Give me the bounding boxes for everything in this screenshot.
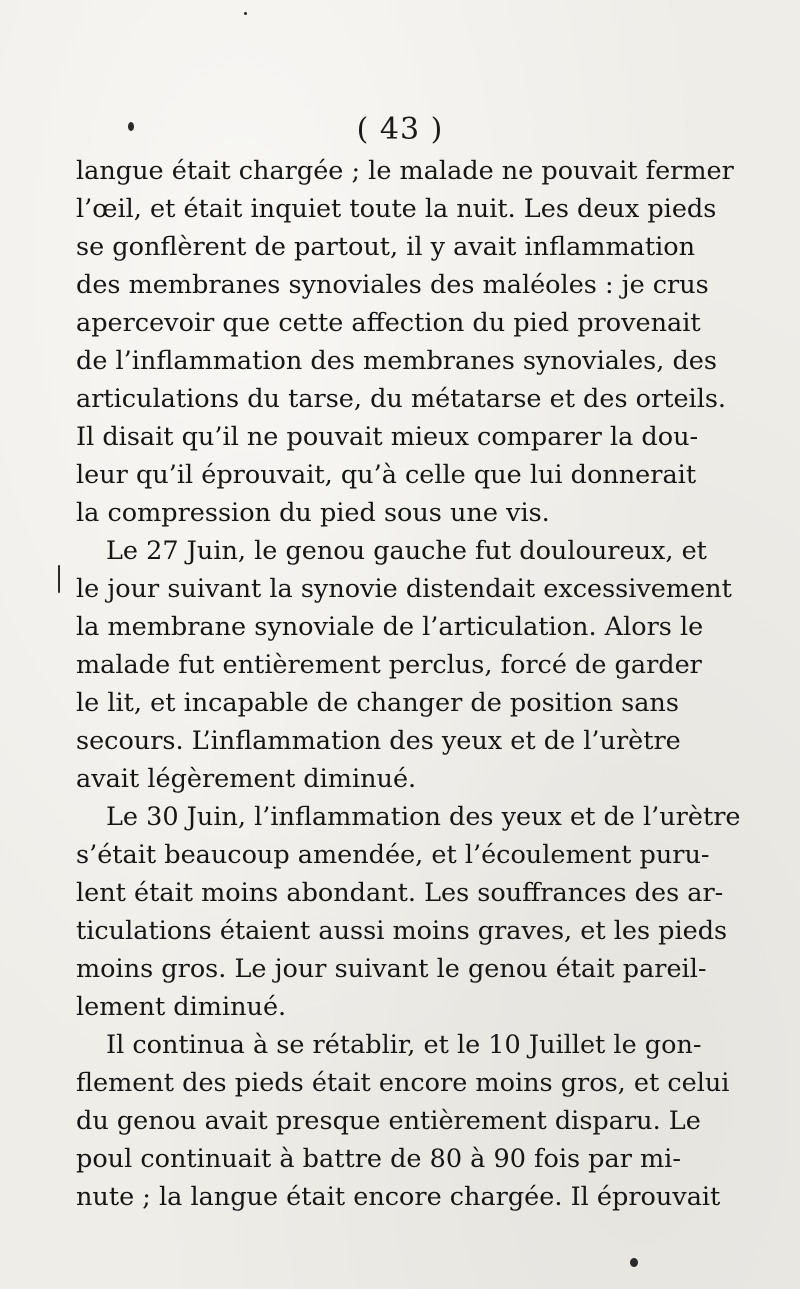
text-line: articulations du tarse, du métatarse et des orteils.: [76, 384, 727, 414]
text-line: lent était moins abondant. Les souffrances des ar-: [76, 878, 724, 908]
text-line: de l’inflammation des membranes synoviales, des: [76, 346, 717, 376]
text-line: la membrane synoviale de l’articulation. Alors le: [76, 612, 704, 642]
text-line: avait légèrement diminué.: [76, 764, 417, 794]
text-line: secours. L’inflammation des yeux et de l’urètre: [76, 726, 681, 756]
text-line: moins gros. Le jour suivant le genou était pareil-: [76, 954, 707, 984]
page-number: ( 43 ): [356, 112, 444, 147]
text-line: langue était chargée ; le malade ne pouvait fermer: [76, 156, 734, 186]
text-line: le lit, et incapable de changer de position sans: [76, 688, 679, 718]
text-line: Il disait qu’il ne pouvait mieux comparer la dou-: [76, 422, 699, 452]
text-line: se gonflèrent de partout, il y avait inflammation: [76, 232, 696, 262]
text-line: le jour suivant la synovie distendait excessivement: [76, 574, 732, 604]
text-line: poul continuait à battre de 80 à 90 fois par mi-: [76, 1144, 681, 1174]
text-line: malade fut entièrement perclus, forcé de garder: [76, 650, 702, 680]
ink-speck: [128, 122, 134, 131]
text-line: la compression du pied sous une vis.: [76, 498, 550, 528]
text-line: flement des pieds était encore moins gros, et celui: [76, 1068, 730, 1098]
text-line: des membranes synoviales des maléoles : je crus: [76, 270, 709, 300]
text-line: apercevoir que cette affection du pied provenait: [76, 308, 701, 338]
text-line: leur qu’il éprouvait, qu’à celle que lui donnerait: [76, 460, 697, 490]
text-line: l’œil, et était inquiet toute la nuit. Les deux pieds: [76, 194, 717, 224]
text-line: Le 30 Juin, l’inflammation des yeux et de l’urètre: [106, 802, 741, 832]
ink-speck: [58, 565, 60, 593]
ink-speck: [244, 12, 247, 15]
text-line: ticulations étaient aussi moins graves, et les pieds: [76, 916, 728, 946]
text-line: Il continua à se rétablir, et le 10 Juillet le gon-: [106, 1030, 702, 1060]
text-line: s’était beaucoup amendée, et l’écoulement puru-: [76, 840, 710, 870]
text-line: nute ; la langue était encore chargée. Il éprouvait: [76, 1182, 721, 1212]
ink-speck: [630, 1258, 638, 1267]
body-text: [76, 152, 741, 1216]
text-line: Le 27 Juin, le genou gauche fut douloureux, et: [106, 536, 707, 566]
text-line: du genou avait presque entièrement disparu. Le: [76, 1106, 701, 1136]
text-line: lement diminué.: [76, 992, 287, 1022]
